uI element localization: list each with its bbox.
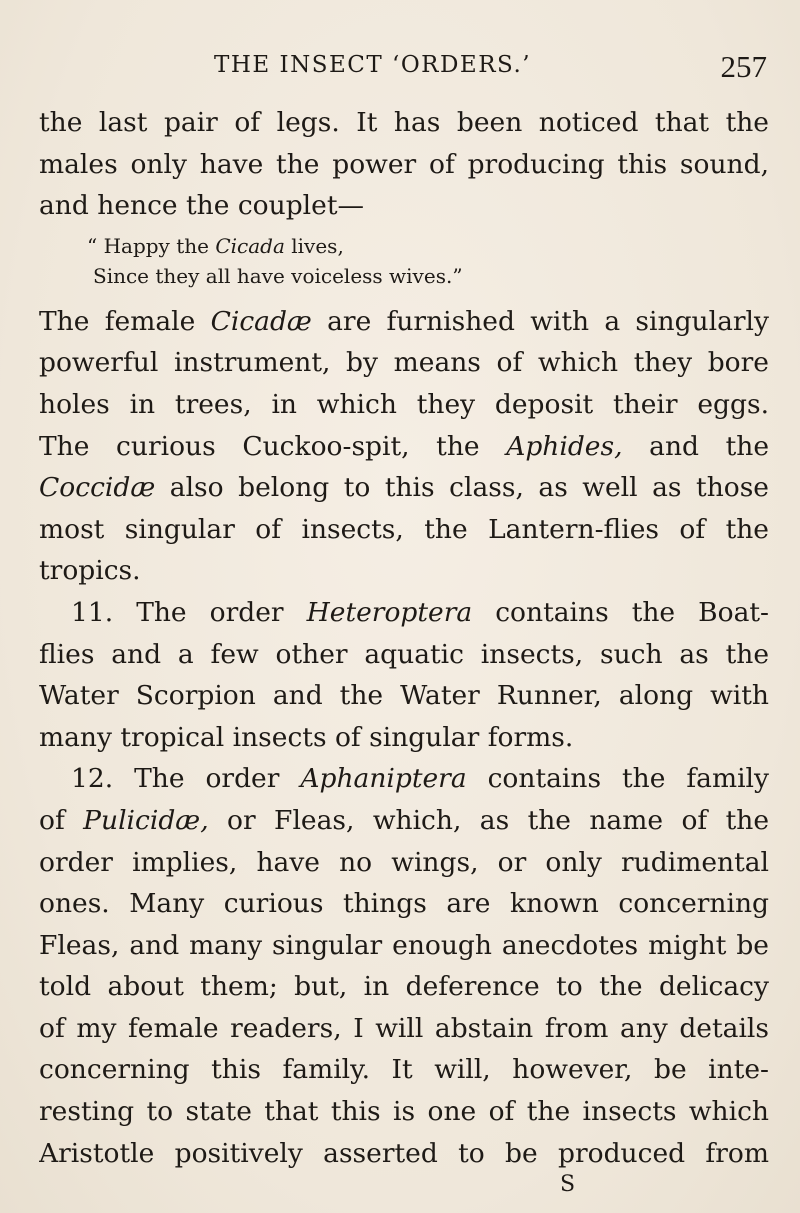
text-line: and hence the couplet— bbox=[39, 190, 364, 222]
signature-mark: S bbox=[560, 1172, 576, 1197]
couplet-line: “ Happy the Cicada lives, bbox=[87, 233, 344, 258]
couplet-quote bbox=[39, 227, 769, 301]
text-line: many tropical insects of singular forms. bbox=[39, 721, 574, 753]
text-line: flies and a few other aquatic insects, such as the bbox=[39, 638, 769, 670]
text-line: 12. The order Aphaniptera contains the family bbox=[71, 763, 769, 795]
text-line: order implies, have no wings, or only rudimental bbox=[39, 846, 769, 878]
text-line: 11. The order Heteroptera contains the Boat- bbox=[71, 596, 769, 628]
text-line: Water Scorpion and the Water Runner, along with bbox=[39, 680, 769, 712]
text-line: told about them; but, in deference to the delicacy bbox=[39, 971, 769, 1003]
text-line: The curious Cuckoo-spit, the Aphides, and the bbox=[39, 430, 769, 462]
text-line: Coccidæ also belong to this class, as well as those bbox=[39, 472, 769, 504]
text-line: ones. Many curious things are known concerning bbox=[39, 888, 769, 920]
text-line: of Pulicidæ, or Fleas, which, as the name of the bbox=[39, 804, 769, 836]
page-number: 257 bbox=[720, 49, 767, 84]
text-line: The female Cicadæ are furnished with a singularly bbox=[39, 305, 769, 337]
running-head: THE INSECT ‘ORDERS.’ bbox=[214, 52, 532, 78]
text-line: Aristotle positively asserted to be produced from bbox=[39, 1137, 769, 1169]
text-line: powerful instrument, by means of which they bore bbox=[39, 347, 769, 379]
text-line: Fleas, and many singular enough anecdotes might be bbox=[39, 929, 769, 961]
text-line: concerning this family. It will, however, be inte- bbox=[39, 1054, 769, 1086]
body-text bbox=[39, 102, 769, 1174]
text-line: the last pair of legs. It has been noticed that the bbox=[39, 107, 769, 138]
text-line: holes in trees, in which they deposit their eggs. bbox=[39, 388, 769, 420]
text-line: most singular of insects, the Lantern-flies of the bbox=[39, 513, 769, 545]
couplet-line: Since they all have voiceless wives.” bbox=[93, 263, 463, 288]
text-line: resting to state that this is one of the insects which bbox=[39, 1096, 769, 1128]
text-line: tropics. bbox=[39, 555, 141, 587]
page-header bbox=[0, 49, 800, 92]
text-line: males only have the power of producing this sound, bbox=[39, 148, 769, 180]
text-line: of my female readers, I will abstain from any details bbox=[39, 1012, 769, 1044]
